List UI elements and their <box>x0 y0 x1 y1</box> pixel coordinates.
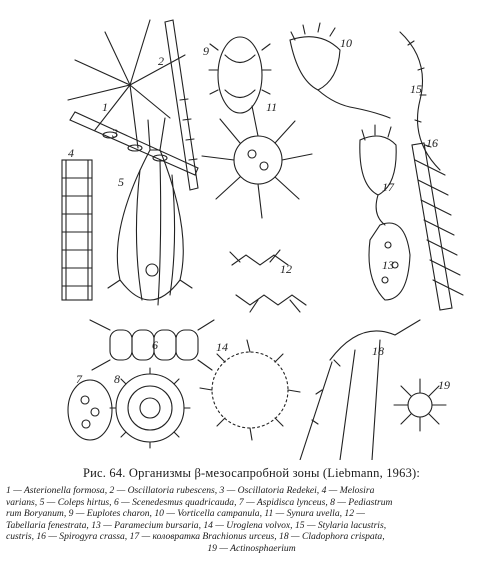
oscillatoria-filament-b <box>70 112 198 175</box>
uroglena-drawing <box>200 340 300 440</box>
label-11: 11 <box>266 100 278 114</box>
legend-line: varians, 5 — Coleps hirtus, 6 — Scenedesmus quadricauda, 7 — Aspidisca lynceus, 8 — Pediastrum <box>6 496 393 508</box>
label-1: 1 <box>102 100 108 114</box>
cladophora-drawing <box>300 320 420 460</box>
label-13: 13 <box>382 258 394 272</box>
legend-line: Tabellaria fenestrata, 13 — Paramecium bursaria, 14 — Uroglena volvox, 15 — Stylaria lacustris, <box>6 519 387 531</box>
coleps-drawing <box>108 118 192 305</box>
label-16: 16 <box>426 136 438 150</box>
melosira-drawing <box>62 160 92 300</box>
label-17: 17 <box>382 180 394 194</box>
tabellaria-drawing <box>230 250 306 312</box>
label-8: 8 <box>114 372 120 386</box>
label-18: 18 <box>372 344 384 358</box>
aspidisca-drawing <box>68 380 112 440</box>
label-9: 9 <box>203 44 209 58</box>
label-4: 4 <box>68 146 74 160</box>
label-6: 6 <box>152 338 158 352</box>
label-10: 10 <box>340 36 352 50</box>
legend-line: rum Boryanum, 9 — Euplotes charon, 10 — Vorticella campanula, 11 — Synura uvella, 12 — <box>6 508 365 520</box>
label-2: 2 <box>158 54 164 68</box>
label-7: 7 <box>76 372 82 386</box>
figure-legend <box>6 485 497 555</box>
pediastrum-drawing <box>110 368 190 448</box>
legend-line: 1 — Asterionella formosa, 2 — Oscillatoria rubescens, 3 — Oscillatoria Redekei, 4 — Melosira <box>6 485 375 496</box>
label-19: 19 <box>438 378 450 392</box>
figure-caption-title: Рис. 64. Организмы β-мезосапробной зоны (Liebmann, 1963): <box>82 466 421 480</box>
label-12: 12 <box>280 262 292 276</box>
label-15: 15 <box>410 82 422 96</box>
legend-line: 19 — Actinosphaerium <box>207 542 296 554</box>
label-14: 14 <box>216 340 228 354</box>
euplotes-drawing <box>209 37 271 113</box>
label-3: 3 <box>112 126 118 140</box>
brachionus-drawing <box>360 125 396 225</box>
legend-line: custris, 16 — Spirogyra crassa, 17 — коловратка Brachionus urceus, 18 — Cladophora crispata, <box>6 531 385 543</box>
label-5: 5 <box>118 175 124 189</box>
synura-drawing <box>202 106 312 218</box>
